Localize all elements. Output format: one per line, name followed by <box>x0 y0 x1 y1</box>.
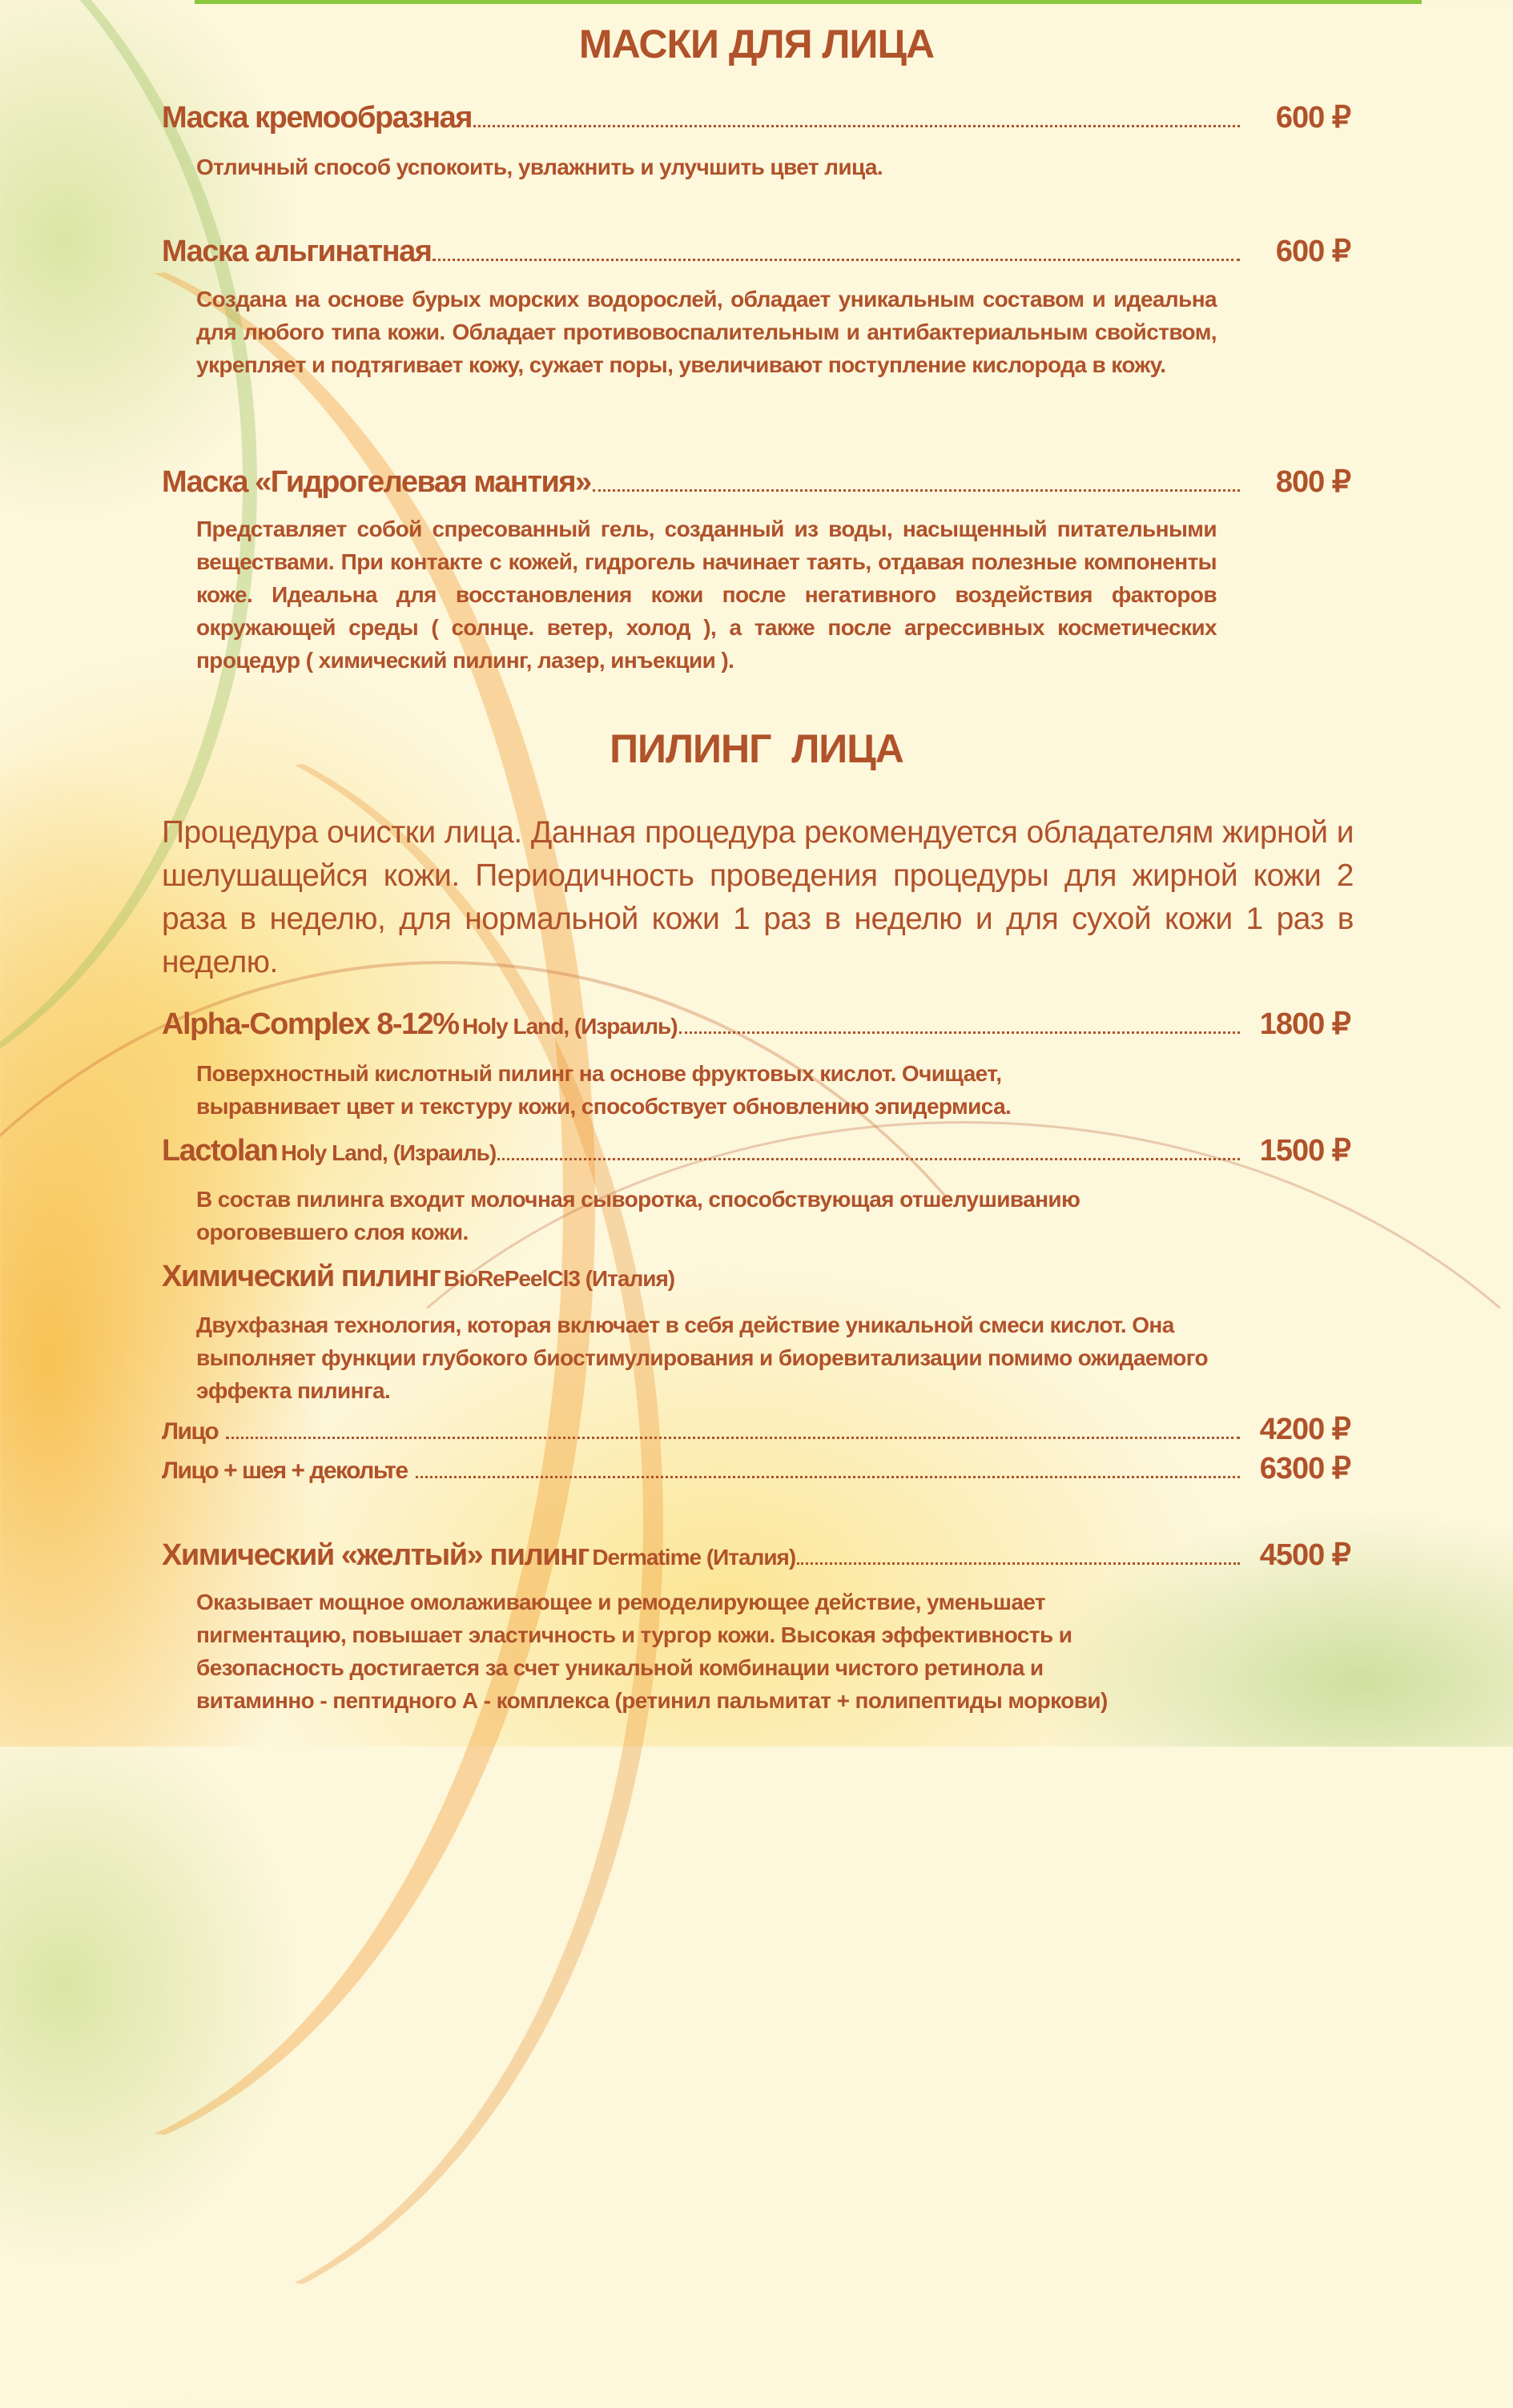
option-label: Лицо + шея + декольте <box>162 1457 408 1484</box>
item-description: Двухфазная технология, которая включает в себя действие уникальной смеси кислот. Она выполняет функции глубокого биостимулирования и биоревитализации помимо ожидаемого эффекта пилинга. <box>196 1313 1208 1403</box>
masks-heading: МАСКИ ДЛЯ ЛИЦА <box>578 22 935 66</box>
mask-item-title-row <box>162 99 1350 135</box>
mask-item-title-row <box>162 233 1350 269</box>
item-description: Отличный способ успокоить, увлажнить и улучшить цвет лица. <box>196 155 883 179</box>
item-price: 800 ₽ <box>1275 465 1350 499</box>
option-price: 6300 ₽ <box>1259 1452 1350 1485</box>
item-price: 600 ₽ <box>1275 101 1350 135</box>
item-brand: Holy Land, (Израиль) <box>462 1014 678 1039</box>
option-price: 4200 ₽ <box>1259 1413 1350 1446</box>
item-description: Поверхностный кислотный пилинг на основе фруктовых кислот. Очищает, выравнивает цвет и текстуру кожи, способствует обновлению эпидермиса. <box>196 1061 1012 1119</box>
dot-leader <box>473 125 1240 127</box>
peeling-item-title-row <box>162 1260 1350 1294</box>
option-label: Лицо <box>162 1418 219 1445</box>
peeling-intro: Процедура очистки лица. Данная процедура рекомендуется обладателям жирной и шелушащейся кожи. Периодичность проведения процедуры для жирной кожи 2 раза в неделю, для нормальной кожи 1 раз в неделю и для сухой кожи 1 раз в неделю. <box>162 815 1354 979</box>
item-title: Маска альгинатная <box>162 235 432 268</box>
item-price: 1500 ₽ <box>1259 1134 1350 1168</box>
item-description: Создана на основе бурых морских водорослей, обладает уникальным составом и идеальна для любого типа кожи. Обладает противовоспалительным и антибактериальным свойством, укрепляет и подтягивает кожу, сужает поры, увеличивают поступление кислорода в кожу. <box>196 287 1217 377</box>
item-price: 1800 ₽ <box>1259 1007 1350 1041</box>
item-title: Маска кремообразная <box>162 101 472 135</box>
peeling-heading: ПИЛИНГ ЛИЦА <box>610 726 903 771</box>
item-title: Alpha-Complex 8-12% <box>162 1007 459 1041</box>
item-description: В состав пилинга входит молочная сыворотка, способствующая отшелушиванию ороговевшего слоя кожи. <box>196 1187 1080 1244</box>
item-description: Представляет собой спресованный гель, созданный из воды, насыщенный питательными веществами. При контакте с кожей, гидрогель начинает таять, отдавая полезные компоненты коже. Идеальна для восстановления кожи после негативного воздействия факторов окружающей среды ( солнце. ветер, холод ), а также после агрессивных косметических процедур ( химический пилинг, лазер, инъекции ). <box>196 517 1217 673</box>
peeling-item-title-row <box>162 1006 1350 1042</box>
item-title: Lactolan <box>162 1134 278 1168</box>
peeling-option-row <box>162 1411 1350 1447</box>
peeling-option-row <box>162 1450 1350 1486</box>
item-brand: BioRePeelCl3 (Италия) <box>443 1266 675 1291</box>
dot-leader <box>226 1437 1240 1439</box>
item-price: 600 ₽ <box>1275 235 1350 268</box>
top-divider-line <box>195 0 1422 4</box>
dot-leader <box>679 1031 1240 1034</box>
peeling-item-title-row <box>162 1537 1350 1573</box>
item-description: Оказывает мощное омолаживающее и ремоделирующее действие, уменьшает пигментацию, повышает эластичность и тургор кожи. Высокая эффективность и безопасность достигается за счет уникальной комбинации чистого ретинола и витаминно - пептидного А - комплекса (ретинил пальмитат + полипептиды моркови) <box>196 1590 1108 1713</box>
item-brand: Dermatime (Италия) <box>592 1545 796 1570</box>
item-title: Химический пилинг <box>162 1260 441 1293</box>
dot-leader <box>497 1158 1240 1160</box>
item-brand: Holy Land, (Израиль) <box>280 1140 497 1165</box>
item-title: Маска «Гидрогелевая мантия» <box>162 465 591 499</box>
dot-leader <box>416 1476 1241 1478</box>
peeling-item-title-row <box>162 1132 1350 1168</box>
item-title: Химический «желтый» пилинг <box>162 1538 589 1572</box>
dot-leader <box>433 259 1240 261</box>
mask-item-title-row <box>162 464 1350 500</box>
dot-leader <box>593 489 1240 492</box>
item-price: 4500 ₽ <box>1259 1538 1350 1572</box>
dot-leader <box>797 1562 1240 1565</box>
